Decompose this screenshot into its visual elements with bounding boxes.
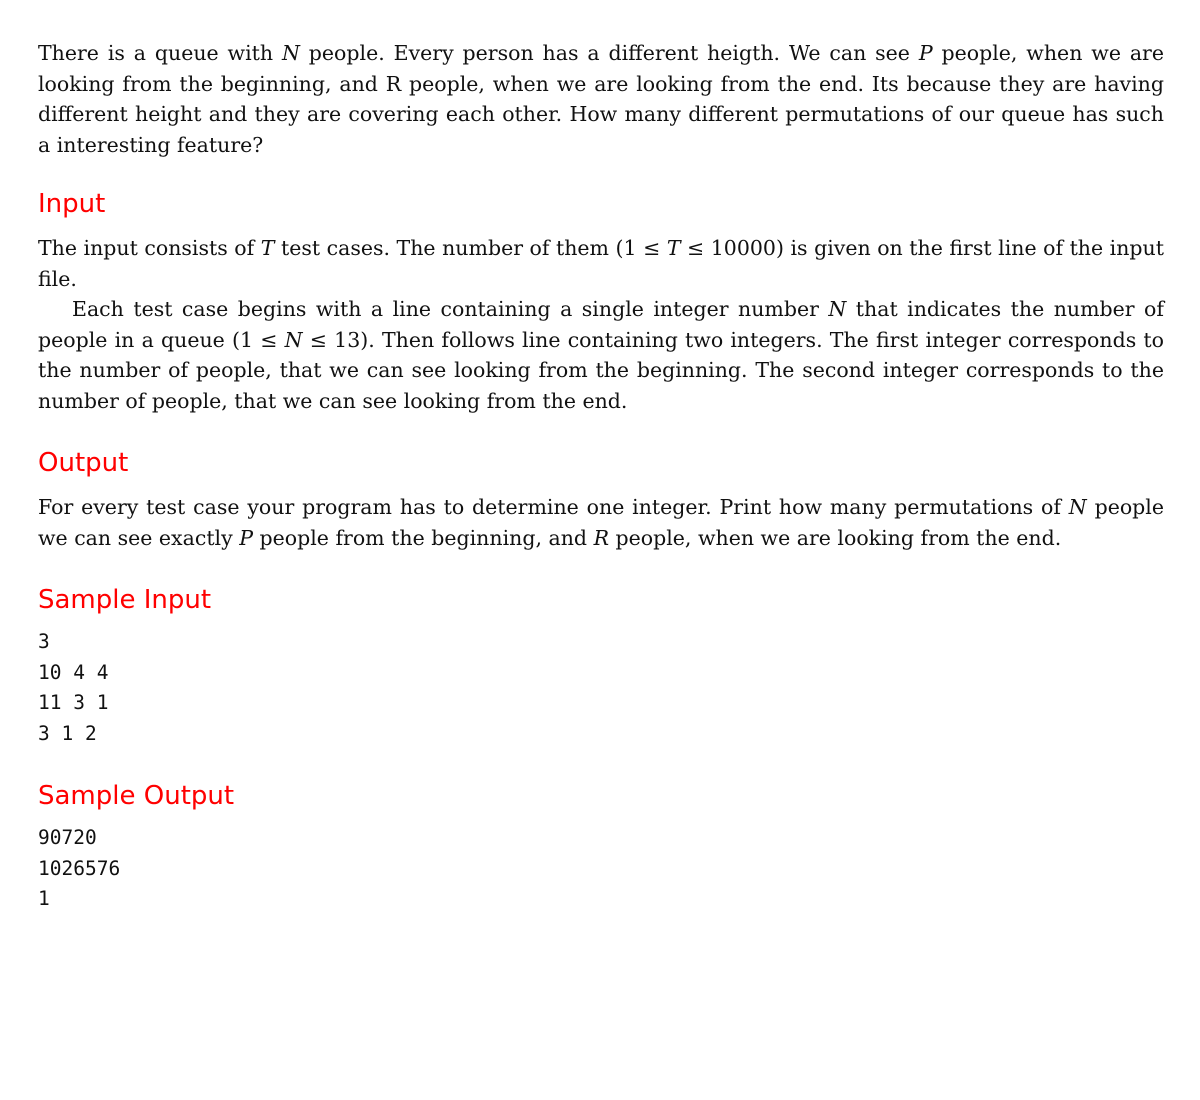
statement-paragraph: There is a queue with N people. Every person has a different heigth. We can see P people, when we are looking from the beginning, and R people, when we are looking from the end. Its because they are having different height and they are covering each other. How many different permutations of our queue has such a interesting feature? [38, 41, 1164, 157]
math-var-n: N [281, 41, 300, 65]
sample-output-heading: Sample Output [38, 781, 235, 811]
math-var-n: N [828, 297, 847, 321]
math-var-p: P [918, 41, 933, 65]
math-var-r: R [593, 525, 609, 550]
sample-output-line: 1 [38, 887, 50, 910]
output-heading: Output [38, 448, 129, 478]
math-var-p: P [239, 525, 254, 550]
problem-statement-page [38, 38, 1164, 915]
sample-input-line: 3 [38, 630, 50, 653]
sample-input-heading: Sample Input [38, 585, 212, 615]
sample-input-line: 10 4 4 [38, 660, 109, 684]
output-paragraph: For every test case your program has to determine one integer. Print how many permutations of N people we can see exactly P people from the beginning, and R people, when we are looking from the end. [38, 495, 1164, 550]
input-paragraph-2: Each test case begins with a line containing a single integer number N that indicates the number of people in a queue (1 ≤ N ≤ 13). Then follows line containing two integers. The first integer corresponds to the number of people, that we can see looking from the beginning. The second integer corresponds to the number of people, that we can see looking from the end. [38, 297, 1164, 413]
input-heading: Input [38, 189, 106, 219]
sample-output-block [38, 823, 1164, 915]
math-var-t: T [666, 236, 681, 260]
sample-output-line: 1026576 [38, 856, 121, 880]
math-var-t: T [260, 236, 275, 260]
sample-input-line: 3 1 2 [38, 721, 97, 745]
math-var-n: N [1068, 495, 1087, 519]
math-var-n: N [284, 327, 303, 352]
sample-input-block [38, 627, 1164, 749]
sample-input-line: 11 3 1 [38, 691, 109, 714]
input-paragraph-1: The input consists of T test cases. The number of them (1 ≤ T ≤ 10000) is given on the first line of the input file. [38, 236, 1164, 291]
sample-output-line: 90720 [38, 826, 97, 849]
